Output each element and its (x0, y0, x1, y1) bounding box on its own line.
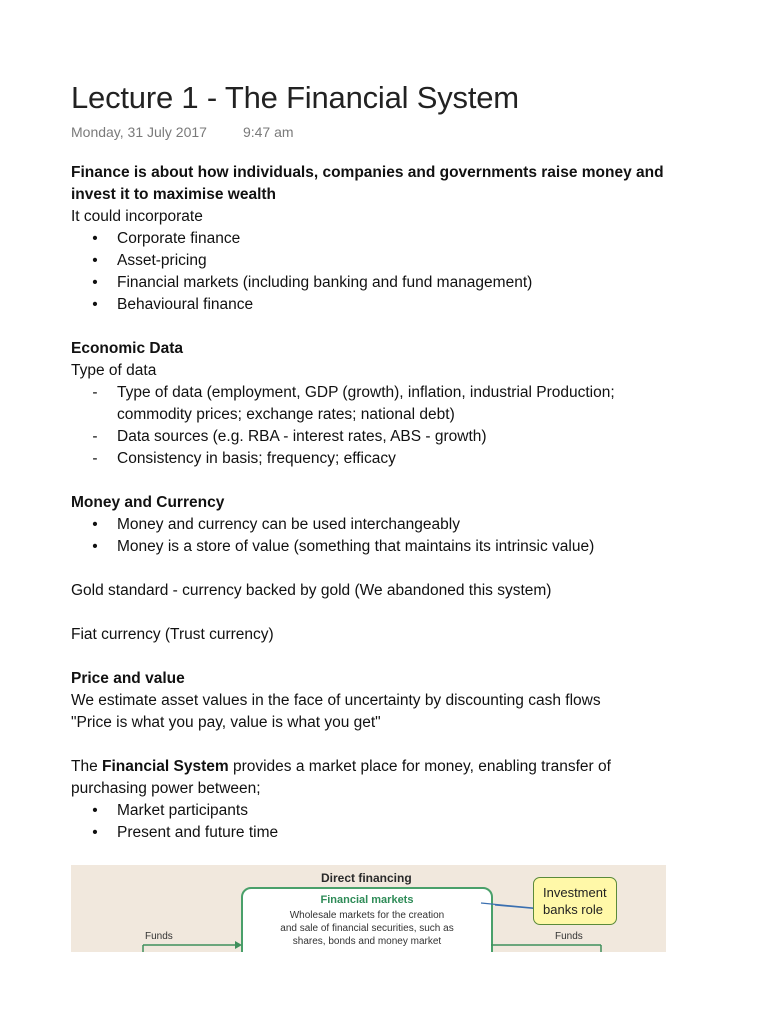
note-time: 9:47 am (242, 124, 294, 140)
intro-lead: It could incorporate (71, 208, 203, 225)
gold-standard-text: Gold standard - currency backed by gold (We abandoned this system) (71, 582, 552, 599)
bullet-icon: • (92, 274, 98, 291)
investment-banks-callout: Investment banks role (533, 877, 617, 925)
economic-data-list (71, 382, 711, 470)
arrow-head-icon (235, 941, 242, 949)
intro-heading-line-2: invest it to maximise wealth (71, 186, 277, 203)
document-page (71, 78, 711, 844)
money-list (71, 514, 711, 558)
note-meta (71, 124, 711, 144)
financial-system-text: The Financial System provides a market place for money, enabling transfer of (71, 758, 611, 775)
bullet-icon: • (92, 824, 98, 841)
page-title: Lecture 1 - The Financial System (71, 80, 519, 115)
price-quote: "Price is what you pay, value is what you get" (71, 714, 381, 731)
economic-data-lead: Type of data (71, 362, 157, 379)
price-heading: Price and value (71, 670, 185, 687)
financial-markets-description: Wholesale markets for the creation and sale of financial securities, such as shares, bonds and money market (280, 910, 454, 947)
financial-system-list (71, 800, 711, 844)
list-item: - Data sources (e.g. RBA - interest rates, ABS - growth) (71, 426, 711, 448)
economic-data-heading: Economic Data (71, 340, 183, 357)
bullet-icon: • (92, 296, 98, 313)
intro-list (71, 228, 711, 316)
list-item: • Money is a store of value (something that maintains its intrinsic value) (71, 536, 711, 558)
bullet-icon: • (92, 230, 98, 247)
bullet-icon: • (92, 252, 98, 269)
financial-system-text-2: purchasing power between; (71, 780, 261, 797)
intro-heading-line-1: Finance is about how individuals, companies and governments raise money and (71, 164, 664, 181)
list-item: • Corporate finance (71, 228, 711, 250)
bullet-icon: • (92, 538, 98, 555)
list-item: - Consistency in basis; frequency; efficacy (71, 448, 711, 470)
bullet-icon: • (92, 802, 98, 819)
list-item: • Financial markets (including banking and fund management) (71, 272, 711, 294)
dash-icon: - (92, 384, 98, 401)
list-item: • Money and currency can be used interchangeably (71, 514, 711, 536)
money-heading: Money and Currency (71, 494, 225, 511)
note-body (71, 162, 711, 844)
list-item: • Market participants (71, 800, 711, 822)
price-text: We estimate asset values in the face of uncertainty by discounting cash flows (71, 692, 601, 709)
list-item: - Type of data (employment, GDP (growth), inflation, industrial Production; commodity prices; exchange rates; national debt) (71, 382, 711, 426)
diagram-title: Direct financing (321, 871, 412, 885)
note-date: Monday, 31 July 2017 (71, 124, 207, 140)
funds-label-right: Funds (555, 931, 583, 942)
financial-markets-title: Financial markets (320, 894, 414, 906)
dash-icon: - (92, 428, 98, 445)
list-item: • Behavioural finance (71, 294, 711, 316)
list-item: • Asset-pricing (71, 250, 711, 272)
financial-system-term: Financial System (102, 758, 229, 775)
dash-icon: - (92, 450, 98, 467)
fiat-currency-text: Fiat currency (Trust currency) (71, 626, 274, 643)
bullet-icon: • (92, 516, 98, 533)
funds-label-left: Funds (145, 931, 173, 942)
list-item: • Present and future time (71, 822, 711, 844)
